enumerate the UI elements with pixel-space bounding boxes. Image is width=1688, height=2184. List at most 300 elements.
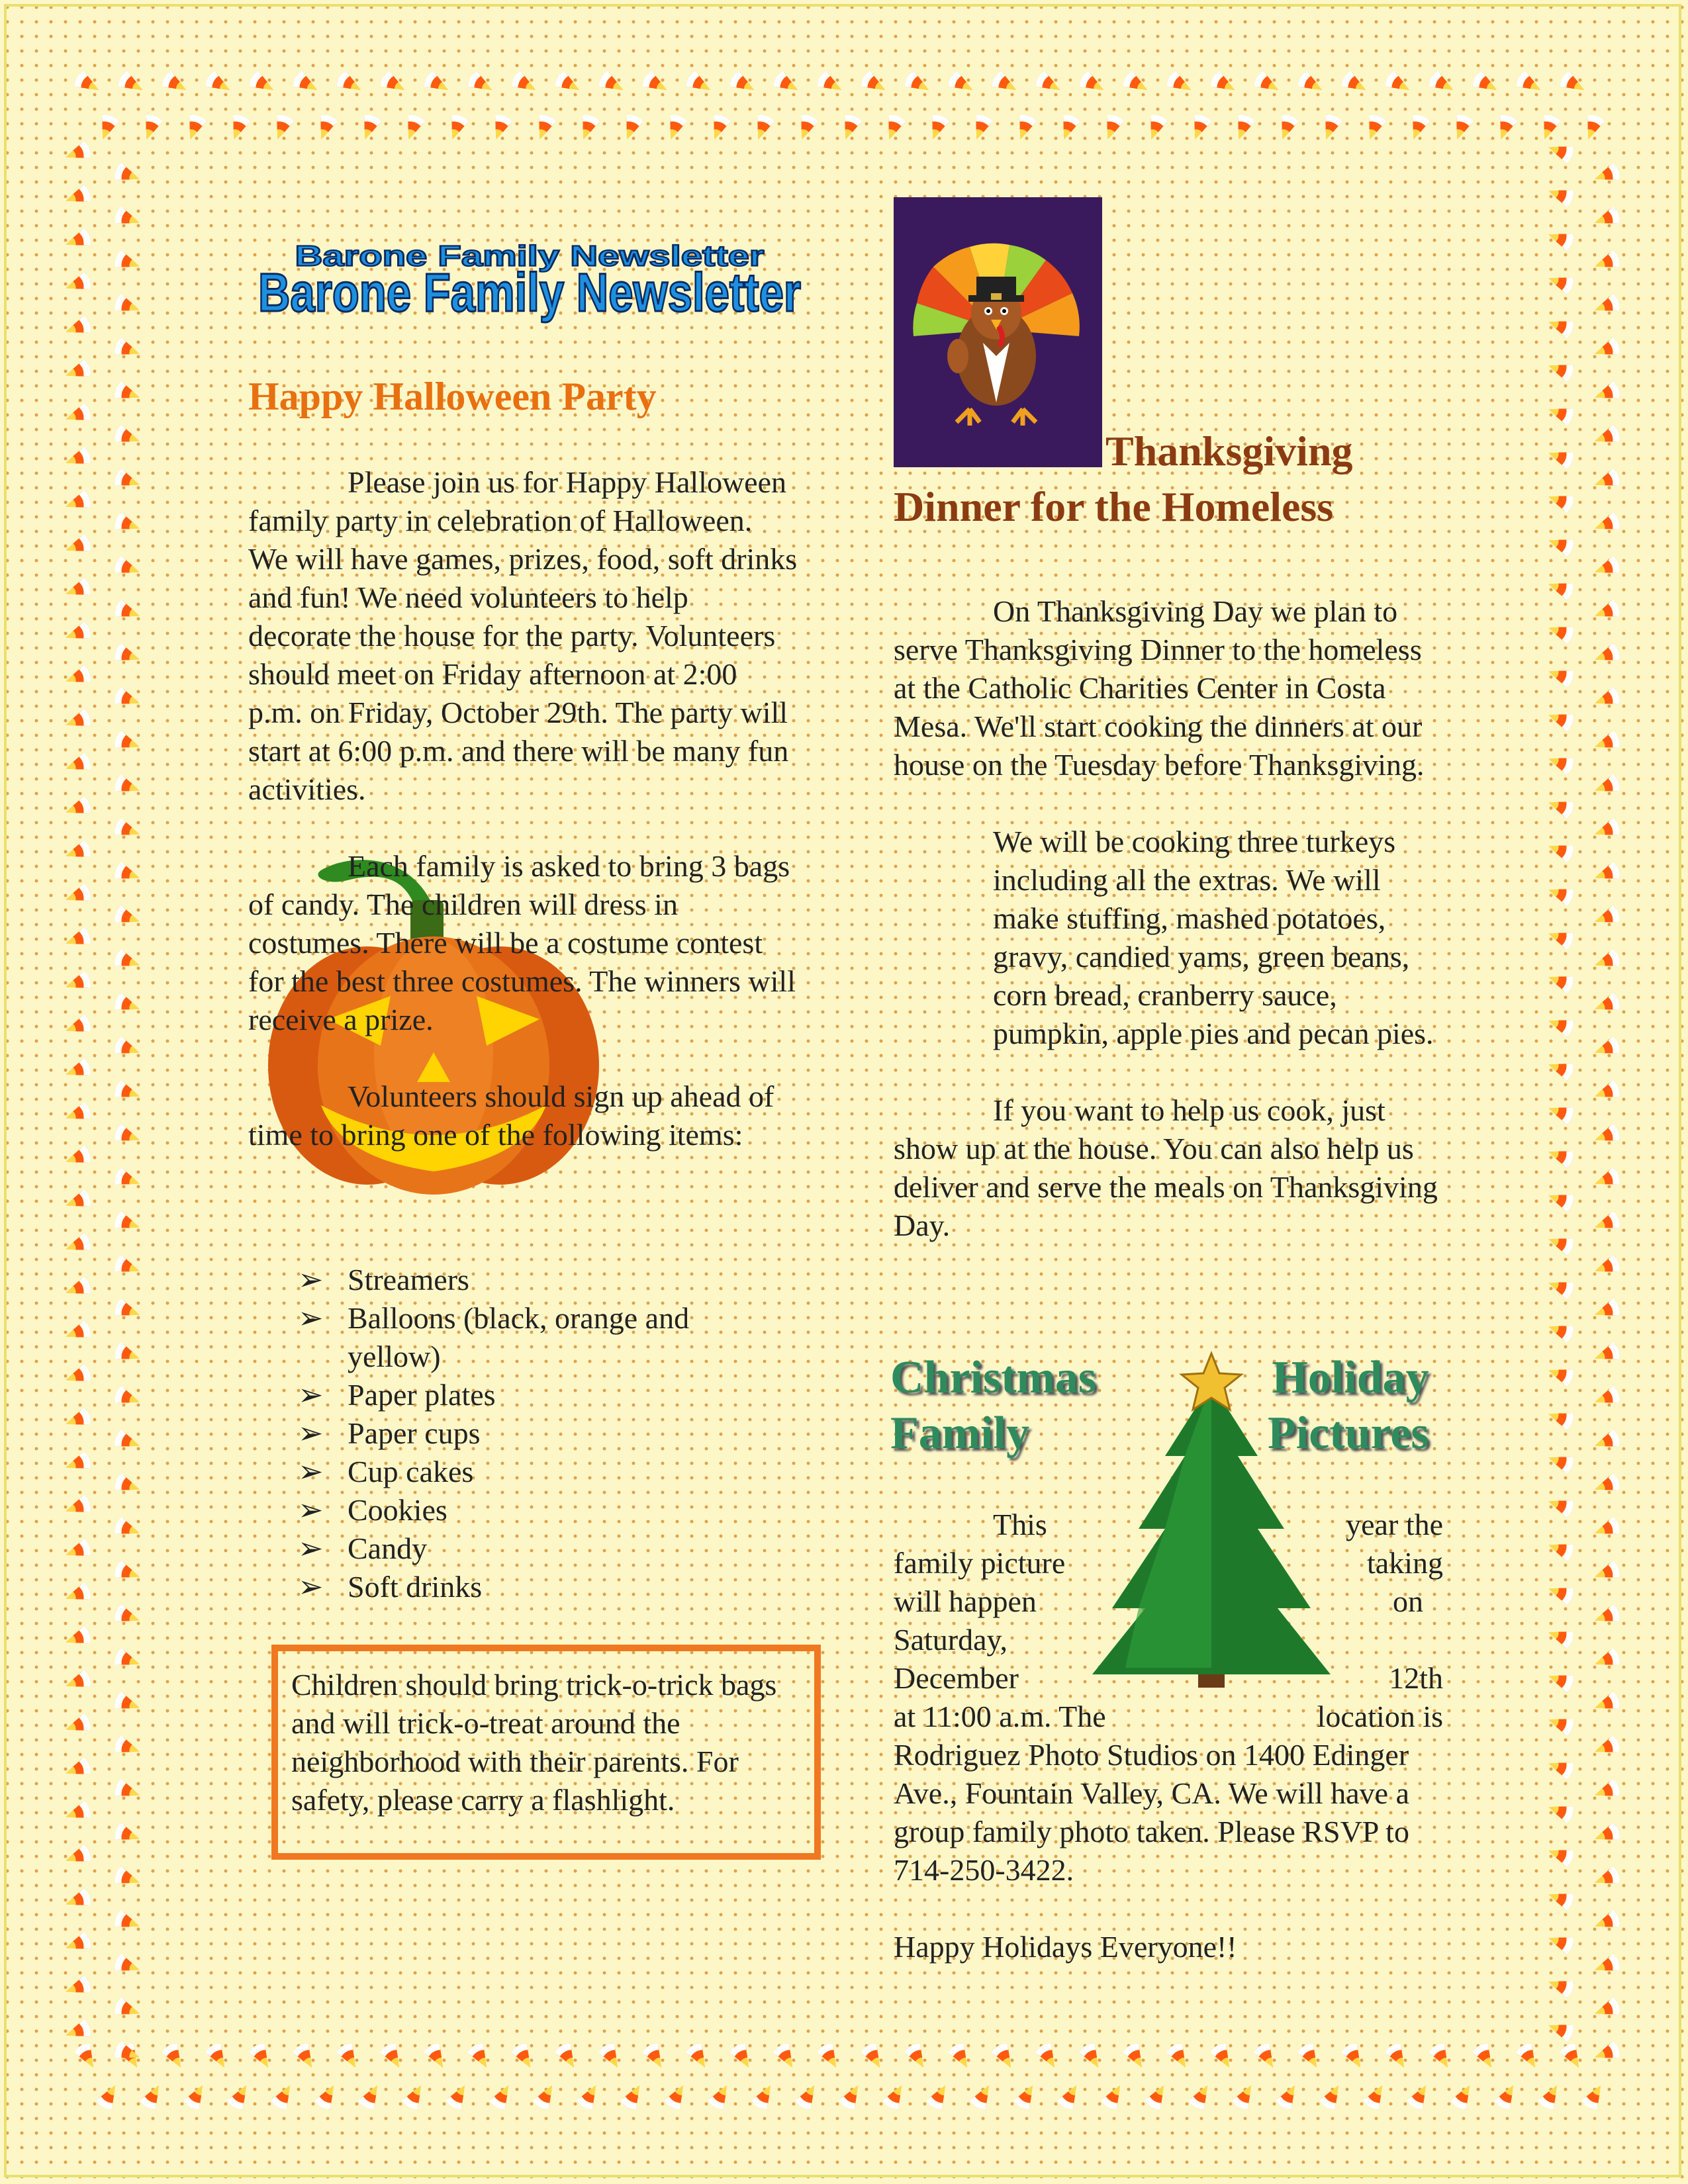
candy-corn-icon bbox=[1592, 948, 1622, 974]
candy-corn-icon bbox=[1592, 1472, 1622, 1498]
candy-corn-icon bbox=[1592, 336, 1622, 362]
candy-corn-icon bbox=[1592, 511, 1622, 537]
christmas-heading-word-3: Holiday bbox=[1272, 1352, 1429, 1403]
candy-corn-icon bbox=[1546, 968, 1575, 994]
candy-corn-icon bbox=[63, 1144, 93, 1170]
halloween-paragraph-3: Volunteers should sign up ahead of time to bring one of the following items: bbox=[248, 1079, 774, 1152]
halloween-paragraph-2: Each family is asked to bring 3 bags of candy. The children will dress in costumes. There will be a costume contest for the best three costumes. The winners will receive a prize. bbox=[248, 849, 796, 1036]
supply-item-text: Streamers bbox=[348, 1263, 469, 1297]
candy-corn-icon bbox=[1033, 69, 1064, 98]
candy-corn-icon bbox=[63, 839, 93, 864]
candy-corn-icon bbox=[1449, 2081, 1477, 2112]
candy-corn-icon bbox=[1339, 69, 1370, 98]
candy-corn-icon bbox=[63, 1494, 93, 1520]
candy-corn-icon bbox=[63, 445, 93, 471]
candy-corn-icon bbox=[749, 113, 775, 142]
candy-corn-icon bbox=[63, 1799, 93, 1825]
candy-corn-icon bbox=[1580, 2081, 1609, 2112]
candy-corn-icon bbox=[63, 533, 93, 559]
candy-corn-icon bbox=[684, 69, 715, 98]
candy-corn-icon bbox=[113, 1341, 142, 1367]
candy-corn-icon bbox=[1592, 293, 1622, 318]
candy-corn-icon bbox=[72, 69, 103, 98]
candy-corn-icon bbox=[1121, 2041, 1150, 2072]
candy-corn-icon bbox=[113, 991, 142, 1017]
candy-corn-icon bbox=[63, 707, 93, 733]
candy-corn-icon bbox=[1492, 113, 1518, 142]
candy-corn-icon bbox=[113, 1690, 142, 1716]
candy-corn-icon bbox=[1558, 2041, 1587, 2072]
candy-corn-icon bbox=[1077, 69, 1108, 98]
candy-corn-icon bbox=[357, 2081, 385, 2112]
candy-corn-icon bbox=[553, 69, 584, 98]
candy-corn-icon bbox=[1187, 2081, 1215, 2112]
candy-corn-icon bbox=[968, 2081, 997, 2112]
candy-corn-icon bbox=[113, 1734, 142, 1760]
candy-corn-icon bbox=[63, 1625, 93, 1651]
candy-corn-icon bbox=[618, 113, 644, 142]
candy-corn-icon bbox=[63, 489, 93, 515]
candy-corn-icon bbox=[422, 2041, 451, 2072]
candy-corn-icon bbox=[63, 926, 93, 952]
candy-corn-icon bbox=[113, 424, 142, 449]
candy-corn-icon bbox=[63, 795, 93, 821]
candy-corn-icon bbox=[597, 2041, 626, 2072]
supply-item-text: Candy bbox=[348, 1531, 428, 1565]
candy-corn-icon bbox=[1383, 69, 1414, 98]
arrow-bullet-icon: ➢ bbox=[298, 1531, 324, 1565]
candy-corn-icon bbox=[225, 113, 251, 142]
candy-corn-icon bbox=[553, 2041, 582, 2072]
candy-corn-icon bbox=[1558, 69, 1589, 98]
thanksgiving-body bbox=[894, 592, 1443, 1283]
candy-corn-icon bbox=[1078, 2041, 1106, 2072]
supply-item-text: Cup cakes bbox=[348, 1455, 474, 1488]
candy-corn-icon bbox=[1592, 729, 1622, 755]
candy-corn-icon bbox=[1546, 1405, 1575, 1431]
candy-corn-icon bbox=[113, 817, 142, 842]
thanksgiving-title-line2: Dinner for the Homeless bbox=[894, 483, 1334, 530]
candy-corn-icon bbox=[1592, 1952, 1622, 1978]
supply-item-text: Paper plates bbox=[348, 1378, 496, 1412]
candy-corn-icon bbox=[113, 1865, 142, 1891]
candy-corn-icon bbox=[1383, 2041, 1412, 2072]
candy-corn-icon bbox=[1361, 113, 1387, 142]
candy-corn-icon bbox=[113, 1952, 142, 1978]
candy-corn-icon bbox=[63, 970, 93, 995]
candy-corn-icon bbox=[1592, 1428, 1622, 1454]
christmas-line-5-right: 12th bbox=[1389, 1661, 1443, 1695]
candy-corn-icon bbox=[113, 1297, 142, 1323]
candy-corn-icon bbox=[1592, 249, 1622, 275]
candy-corn-icon bbox=[1546, 1361, 1575, 1387]
candy-corn-icon bbox=[837, 113, 863, 142]
candy-corn-icon bbox=[113, 1647, 142, 1672]
candy-corn-icon bbox=[1448, 113, 1474, 142]
candy-corn-icon bbox=[772, 2041, 800, 2072]
candy-corn-icon bbox=[1546, 1012, 1575, 1038]
candy-corn-icon bbox=[488, 2081, 516, 2112]
christmas-line-1-right: year the bbox=[1346, 1508, 1443, 1541]
candy-corn-icon bbox=[1515, 2041, 1543, 2072]
candy-corn-icon bbox=[662, 113, 688, 142]
supply-list-item bbox=[298, 1568, 774, 1606]
candy-corn-icon bbox=[1592, 1035, 1622, 1061]
candy-corn-icon bbox=[1165, 2041, 1194, 2072]
candy-corn-icon bbox=[113, 598, 142, 624]
candy-corn-icon bbox=[113, 1472, 142, 1498]
candy-corn-icon bbox=[619, 2081, 647, 2112]
supply-list-item bbox=[298, 1376, 774, 1414]
candy-corn-icon bbox=[706, 2081, 735, 2112]
candy-corn-icon bbox=[1546, 138, 1575, 164]
candy-corn-icon bbox=[1546, 881, 1575, 907]
candy-corn-icon bbox=[903, 2041, 931, 2072]
candy-corn-icon bbox=[269, 113, 295, 142]
candy-corn-icon bbox=[750, 2081, 778, 2112]
candy-corn-icon bbox=[248, 2041, 276, 2072]
candy-corn-icon bbox=[1592, 1210, 1622, 1236]
candy-corn-icon bbox=[727, 69, 759, 98]
candy-corn-icon bbox=[1296, 2041, 1325, 2072]
candy-corn-icon bbox=[63, 1057, 93, 1083]
candy-corn-icon bbox=[204, 2041, 232, 2072]
candy-corn-icon bbox=[63, 1450, 93, 1476]
candy-corn-icon bbox=[1546, 662, 1575, 688]
supply-list-item bbox=[298, 1261, 774, 1299]
trick-or-treat-note bbox=[271, 1645, 821, 1860]
candy-corn-icon bbox=[902, 69, 933, 98]
candy-corn-icon bbox=[1592, 642, 1622, 668]
candy-corn-icon bbox=[313, 2081, 342, 2112]
candy-corn-icon bbox=[1592, 1559, 1622, 1585]
candy-corn-icon bbox=[1274, 2081, 1303, 2112]
christmas-closing: Happy Holidays Everyone!! bbox=[894, 1930, 1237, 1964]
candy-corn-icon bbox=[1546, 1274, 1575, 1300]
candy-corn-icon bbox=[1592, 1516, 1622, 1541]
candy-corn-icon bbox=[113, 686, 142, 711]
candy-corn-icon bbox=[1592, 1079, 1622, 1105]
candy-corn-icon bbox=[1592, 1385, 1622, 1410]
candy-corn-icon bbox=[113, 1996, 142, 2022]
candy-corn-icon bbox=[1592, 161, 1622, 187]
christmas-heading-word-2: Family bbox=[890, 1408, 1029, 1459]
candy-corn-icon bbox=[63, 664, 93, 690]
candy-corn-icon bbox=[63, 620, 93, 646]
candy-corn-icon bbox=[859, 2041, 888, 2072]
candy-corn-icon bbox=[1405, 2081, 1434, 2112]
candy-corn-icon bbox=[356, 113, 382, 142]
candy-corn-icon bbox=[1011, 113, 1037, 142]
candy-corn-icon bbox=[1405, 113, 1430, 142]
candy-corn-icon bbox=[771, 69, 802, 98]
candy-corn-icon bbox=[1164, 69, 1196, 98]
candy-corn-icon bbox=[113, 1210, 142, 1236]
candy-corn-icon bbox=[113, 729, 142, 755]
christmas-line-2-right: taking bbox=[1367, 1546, 1443, 1580]
candy-corn-icon bbox=[794, 2081, 822, 2112]
candy-corn-icon bbox=[728, 2041, 757, 2072]
candy-corn-icon bbox=[444, 113, 469, 142]
candy-corn-icon bbox=[113, 293, 142, 318]
supply-item-text: Paper cups bbox=[348, 1416, 481, 1450]
christmas-line-4-left: Saturday, bbox=[894, 1623, 1008, 1657]
candy-corn-icon bbox=[113, 511, 142, 537]
candy-corn-icon bbox=[378, 69, 409, 98]
arrow-bullet-icon: ➢ bbox=[298, 1378, 324, 1412]
candy-corn-icon bbox=[1274, 113, 1299, 142]
candy-corn-icon bbox=[1546, 2017, 1575, 2042]
candy-corn-icon bbox=[63, 1756, 93, 1782]
candy-corn-icon bbox=[1546, 1886, 1575, 1911]
candy-corn-icon bbox=[1546, 313, 1575, 339]
arrow-bullet-icon: ➢ bbox=[298, 1416, 324, 1450]
candy-corn-icon bbox=[1546, 1230, 1575, 1256]
candy-corn-icon bbox=[1592, 1865, 1622, 1891]
christmas-heading-word-1: Christmas bbox=[890, 1352, 1097, 1403]
candy-corn-icon bbox=[1592, 1909, 1622, 1934]
candy-corn-icon bbox=[1592, 1734, 1622, 1760]
candy-corn-icon bbox=[1056, 2081, 1084, 2112]
candy-corn-icon bbox=[1546, 837, 1575, 863]
candy-corn-icon bbox=[63, 1275, 93, 1301]
candy-corn-icon bbox=[113, 555, 142, 580]
candy-corn-icon bbox=[1208, 69, 1239, 98]
candy-corn-icon bbox=[1592, 424, 1622, 449]
candy-corn-icon bbox=[1546, 531, 1575, 557]
candy-corn-icon bbox=[63, 1712, 93, 1738]
candy-corn-icon bbox=[575, 2081, 604, 2112]
candy-corn-icon bbox=[641, 2041, 669, 2072]
candy-corn-icon bbox=[1592, 1122, 1622, 1148]
candy-corn-icon bbox=[63, 1013, 93, 1039]
candy-corn-icon bbox=[1592, 598, 1622, 624]
supply-list-item bbox=[298, 1491, 774, 1529]
candy-corn-icon bbox=[63, 1101, 93, 1126]
candy-corn-icon bbox=[1546, 1536, 1575, 1562]
candy-corn-icon bbox=[1100, 2081, 1128, 2112]
thanksgiving-paragraph-2: We will be cooking three turkeys including all the extras. We will make stuffing, mashed potatoes, gravy, candied yams, green beans, corn bread, cranberry sauce, pumpkin, apple pies and pecan pies. bbox=[993, 825, 1434, 1050]
candy-corn-icon bbox=[63, 882, 93, 908]
candy-corn-icon bbox=[291, 69, 322, 98]
candy-corn-icon bbox=[113, 380, 142, 406]
candy-corn-icon bbox=[1592, 904, 1622, 930]
candy-corn-icon bbox=[1592, 1253, 1622, 1279]
candy-corn-icon bbox=[63, 1319, 93, 1345]
halloween-title: Happy Halloween Party bbox=[248, 375, 657, 418]
candy-corn-icon bbox=[63, 183, 93, 209]
candy-corn-icon bbox=[1592, 380, 1622, 406]
candy-corn-icon bbox=[946, 69, 977, 98]
candy-corn-icon bbox=[487, 113, 513, 142]
candy-corn-icon bbox=[1592, 1341, 1622, 1367]
candy-corn-icon bbox=[113, 249, 142, 275]
candy-corn-icon bbox=[1546, 1929, 1575, 1955]
candy-corn-icon bbox=[113, 642, 142, 668]
candy-corn-icon bbox=[63, 402, 93, 428]
candy-corn-icon bbox=[1592, 555, 1622, 580]
candy-corn-icon bbox=[1546, 400, 1575, 426]
christmas-tree-icon bbox=[1086, 1343, 1337, 1721]
masthead-wordart bbox=[245, 225, 814, 331]
candy-corn-icon bbox=[1546, 794, 1575, 819]
candy-corn-icon bbox=[859, 69, 890, 98]
candy-corn-icon bbox=[113, 773, 142, 799]
candy-corn-icon bbox=[269, 2081, 298, 2112]
candy-corn-icon bbox=[1121, 69, 1152, 98]
candy-corn-icon bbox=[94, 113, 120, 142]
candy-corn-icon bbox=[113, 1035, 142, 1061]
arrow-bullet-icon: ➢ bbox=[298, 1455, 324, 1488]
candy-corn-icon bbox=[1546, 269, 1575, 295]
candy-corn-icon bbox=[63, 1232, 93, 1257]
supply-list-item bbox=[298, 1299, 774, 1376]
candy-corn-icon bbox=[1143, 2081, 1172, 2112]
note-text: Children should bring trick-o-trick bags and will trick-o-treat around the neighborhood with their parents. For safety, please carry a flashlight. bbox=[291, 1668, 777, 1817]
candy-corn-icon bbox=[312, 113, 338, 142]
candy-corn-icon bbox=[816, 2041, 844, 2072]
candy-corn-icon bbox=[924, 113, 950, 142]
candy-corn-icon bbox=[881, 2081, 910, 2112]
candy-corn-icon bbox=[1592, 1778, 1622, 1803]
candy-corn-icon bbox=[63, 140, 93, 165]
candy-corn-icon bbox=[63, 358, 93, 384]
candy-corn-icon bbox=[1471, 2041, 1499, 2072]
candy-corn-icon bbox=[113, 1166, 142, 1192]
candy-corn-icon bbox=[113, 1428, 142, 1454]
candy-corn-icon bbox=[465, 69, 496, 98]
candy-corn-icon bbox=[113, 1603, 142, 1629]
candy-corn-icon bbox=[160, 69, 191, 98]
candy-corn-icon bbox=[113, 1516, 142, 1541]
candy-corn-icon bbox=[1012, 2081, 1041, 2112]
candy-corn-icon bbox=[575, 113, 600, 142]
candy-corn-icon bbox=[1536, 2081, 1565, 2112]
candy-corn-icon bbox=[1295, 69, 1327, 98]
candy-corn-icon bbox=[1592, 1166, 1622, 1192]
candy-corn-icon bbox=[1592, 1603, 1622, 1629]
christmas-line-6-left: at 11:00 a.m. The bbox=[894, 1700, 1106, 1733]
candy-corn-icon bbox=[63, 1188, 93, 1214]
candy-corn-icon bbox=[113, 1559, 142, 1585]
candy-corn-icon bbox=[63, 1931, 93, 1956]
candy-corn-icon bbox=[160, 2041, 189, 2072]
candy-corn-icon bbox=[663, 2081, 691, 2112]
candy-corn-icon bbox=[138, 2081, 167, 2112]
candy-corn-icon bbox=[113, 1122, 142, 1148]
arrow-bullet-icon: ➢ bbox=[298, 1263, 324, 1297]
candy-corn-icon bbox=[1209, 2041, 1237, 2072]
candy-corn-icon bbox=[116, 69, 147, 98]
candy-corn-icon bbox=[1546, 1187, 1575, 1212]
candy-corn-icon bbox=[1546, 1973, 1575, 1999]
candy-corn-icon bbox=[1592, 817, 1622, 842]
candy-corn-icon bbox=[1186, 113, 1212, 142]
candy-corn-icon bbox=[1592, 1996, 1622, 2022]
candy-corn-icon bbox=[1034, 2041, 1062, 2072]
candy-corn-icon bbox=[1427, 69, 1458, 98]
candy-corn-icon bbox=[684, 2041, 713, 2072]
candy-corn-icon bbox=[113, 1253, 142, 1279]
candy-corn-icon bbox=[1546, 182, 1575, 208]
candy-corn-icon bbox=[1546, 575, 1575, 601]
christmas-heading-left bbox=[890, 1350, 1096, 1461]
candy-corn-icon bbox=[1546, 1711, 1575, 1737]
candy-corn-icon bbox=[1317, 113, 1343, 142]
candy-corn-icon bbox=[113, 1909, 142, 1934]
candy-corn-icon bbox=[1055, 113, 1081, 142]
candy-corn-icon bbox=[63, 1887, 93, 1913]
candy-corn-icon bbox=[95, 2081, 123, 2112]
candy-corn-icon bbox=[1592, 1647, 1622, 1672]
candy-corn-icon bbox=[1099, 113, 1125, 142]
candy-corn-icon bbox=[113, 860, 142, 886]
candy-corn-icon bbox=[1546, 925, 1575, 950]
candy-corn-icon bbox=[1546, 1623, 1575, 1649]
candy-corn-icon bbox=[466, 2041, 494, 2072]
candy-corn-icon bbox=[1546, 1580, 1575, 1606]
masthead-title: Barone Family Newsletter bbox=[258, 263, 801, 323]
candy-corn-icon bbox=[113, 467, 142, 493]
candy-corn-icon bbox=[113, 161, 142, 187]
candy-corn-icon bbox=[113, 2040, 142, 2066]
candy-corn-icon bbox=[400, 113, 426, 142]
candy-corn-icon bbox=[1546, 1667, 1575, 1693]
candy-corn-icon bbox=[1252, 2041, 1281, 2072]
arrow-bullet-icon: ➢ bbox=[298, 1493, 324, 1527]
candy-corn-icon bbox=[1546, 1318, 1575, 1343]
candy-corn-icon bbox=[1592, 1297, 1622, 1323]
candy-corn-icon bbox=[1592, 991, 1622, 1017]
candy-corn-icon bbox=[1318, 2081, 1346, 2112]
candy-corn-icon bbox=[510, 2041, 538, 2072]
candy-corn-icon bbox=[947, 2041, 975, 2072]
candy-corn-icon bbox=[63, 1668, 93, 1694]
candy-corn-icon bbox=[837, 2081, 866, 2112]
candy-corn-icon bbox=[113, 336, 142, 362]
candy-corn-icon bbox=[73, 2041, 101, 2072]
candy-corn-icon bbox=[1546, 1754, 1575, 1780]
candy-corn-icon bbox=[181, 113, 207, 142]
candy-corn-icon bbox=[1579, 113, 1605, 142]
candy-corn-icon bbox=[1546, 750, 1575, 776]
candy-corn-icon bbox=[113, 1385, 142, 1410]
candy-corn-icon bbox=[1514, 69, 1545, 98]
supply-list-item bbox=[298, 1529, 774, 1568]
candy-corn-icon bbox=[1592, 1690, 1622, 1716]
candy-corn-icon bbox=[113, 1079, 142, 1105]
candy-corn-icon bbox=[1592, 205, 1622, 231]
candy-corn-icon bbox=[1470, 69, 1501, 98]
candy-corn-icon bbox=[925, 2081, 953, 2112]
arrow-bullet-icon: ➢ bbox=[298, 1301, 324, 1335]
candy-corn-icon bbox=[640, 69, 671, 98]
christmas-line-6-right: location is bbox=[1317, 1700, 1443, 1733]
candy-corn-icon bbox=[291, 2041, 320, 2072]
candy-corn-icon bbox=[1592, 686, 1622, 711]
candy-corn-icon bbox=[113, 1778, 142, 1803]
halloween-paragraph-1: Please join us for Happy Halloween family party in celebration of Halloween. We will have games, prizes, food, soft drinks and fun! We need volunteers to help decorate the house for the party. Volunteers should meet on Friday afternoon at 2:00 p.m. on Friday, October 29th. The party will start at 6:00 p.m. and there will be many fun activities. bbox=[248, 465, 798, 806]
candy-corn-icon bbox=[138, 113, 164, 142]
candy-corn-icon bbox=[793, 113, 819, 142]
candy-corn-icon bbox=[247, 69, 278, 98]
thanksgiving-title bbox=[894, 424, 1463, 535]
candy-corn-icon bbox=[509, 69, 540, 98]
candy-corn-icon bbox=[379, 2041, 407, 2072]
candy-corn-icon bbox=[1546, 1449, 1575, 1475]
candy-corn-icon bbox=[203, 69, 234, 98]
candy-corn-icon bbox=[990, 2041, 1019, 2072]
